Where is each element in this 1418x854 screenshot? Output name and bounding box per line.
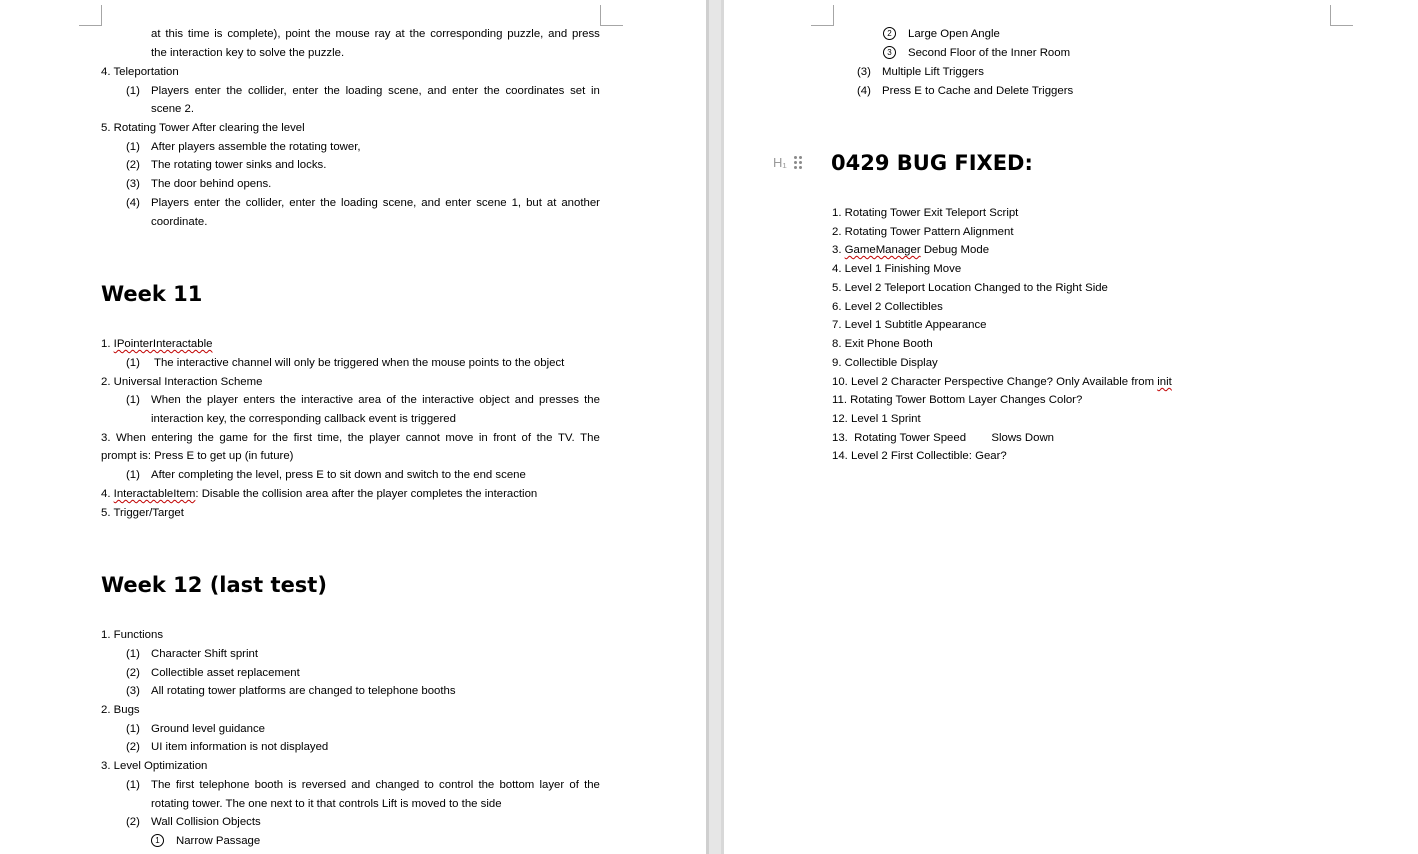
bug-list-item: 5. Level 2 Teleport Location Changed to the Right Side xyxy=(832,282,1108,294)
bug-list-item: 8. Exit Phone Booth xyxy=(832,338,933,350)
page-corner-mark xyxy=(600,5,623,26)
circled-number: 1 xyxy=(151,834,164,847)
list-item-text: After players assemble the rotating tower, xyxy=(151,141,361,153)
paragraph-line: Players enter the collider, enter the loading scene, and enter scene 1, but at another xyxy=(151,197,600,209)
list-item-text: All rotating tower platforms are changed to telephone booths xyxy=(151,685,456,697)
list-item: 2 Large Open Angle xyxy=(883,25,1000,44)
paragraph-line: 3. When entering the game for the first time, the player cannot move in front of the TV. The xyxy=(101,432,600,444)
page-shadow xyxy=(706,0,709,854)
section-heading: Week 11 xyxy=(101,282,203,306)
list-number: (2) xyxy=(126,816,140,828)
page-corner-mark xyxy=(1330,5,1353,26)
drag-handle-icon[interactable] xyxy=(794,156,804,170)
section-heading: Week 12 (last test) xyxy=(101,573,327,597)
list-item-text: Multiple Lift Triggers xyxy=(882,66,984,78)
list-item: 2. Bugs xyxy=(101,704,140,716)
list-item-text: Character Shift sprint xyxy=(151,648,258,660)
list-number: (1) xyxy=(126,469,140,481)
list-number: (1) xyxy=(126,779,140,791)
list-number: (4) xyxy=(857,85,871,97)
bug-list-item: 2. Rotating Tower Pattern Alignment xyxy=(832,226,1014,238)
bug-list-item: 3. GameManager Debug Mode xyxy=(832,244,990,256)
spellcheck-word[interactable]: init xyxy=(1157,376,1172,388)
heading-style-icon[interactable]: H₁ xyxy=(773,155,787,170)
list-item: 5. Rotating Tower After clearing the level xyxy=(101,122,305,134)
list-number: (3) xyxy=(857,66,871,78)
paragraph-line: the interaction key to solve the puzzle. xyxy=(151,47,345,59)
paragraph-line: interaction key, the corresponding callback event is triggered xyxy=(151,413,456,425)
list-item: 4. Teleportation xyxy=(101,66,179,78)
paragraph-line: at this time is complete), point the mouse ray at the corresponding puzzle, and press xyxy=(151,28,600,40)
list-number: (1) xyxy=(126,648,140,660)
list-item-text: Ground level guidance xyxy=(151,723,265,735)
bug-list-item: 12. Level 1 Sprint xyxy=(832,413,921,425)
bug-list-item: 10. Level 2 Character Perspective Change? Only Available from init xyxy=(832,376,1172,388)
list-number: (1) xyxy=(126,723,140,735)
spellcheck-word[interactable]: GameManager xyxy=(844,244,921,256)
list-item: 1 Narrow Passage xyxy=(151,832,260,851)
paragraph-line: Players enter the collider, enter the loading scene, and enter the coordinates set in xyxy=(151,85,600,97)
document-page-left xyxy=(0,0,706,854)
bug-list-item: 1. Rotating Tower Exit Teleport Script xyxy=(832,207,1019,219)
paragraph-line: coordinate. xyxy=(151,216,208,228)
list-number: (1) xyxy=(126,85,140,97)
list-item-text: Press E to Cache and Delete Triggers xyxy=(882,85,1074,97)
list-number: (4) xyxy=(126,197,140,209)
list-item-text: Collectible asset replacement xyxy=(151,667,300,679)
circled-number: 3 xyxy=(883,46,896,59)
list-number: (1) xyxy=(126,394,140,406)
list-item: 2. Universal Interaction Scheme xyxy=(101,376,263,388)
list-item-text: The interactive channel will only be triggered when the mouse points to the object xyxy=(154,357,565,369)
list-item: 5. Trigger/Target xyxy=(101,507,184,519)
bug-list-item: 11. Rotating Tower Bottom Layer Changes Color? xyxy=(832,394,1083,406)
spellcheck-word[interactable]: IPointerInteractable xyxy=(113,338,213,350)
list-number: (2) xyxy=(126,159,140,171)
bug-list-item: 4. Level 1 Finishing Move xyxy=(832,263,962,275)
list-item: 3 Second Floor of the Inner Room xyxy=(883,44,1070,63)
list-item: 4. InteractableItem: Disable the collision area after the player completes the interaction xyxy=(101,488,538,500)
bug-list-item: 7. Level 1 Subtitle Appearance xyxy=(832,319,987,331)
list-number: (3) xyxy=(126,178,140,190)
bug-list-item: 13. Rotating Tower Speed Slows Down xyxy=(832,432,1055,444)
paragraph-line: The first telephone booth is reversed and changed to control the bottom layer of the xyxy=(151,779,600,791)
list-item: 1. Functions xyxy=(101,629,164,641)
paragraph-line: scene 2. xyxy=(151,103,195,115)
circled-number: 2 xyxy=(883,27,896,40)
list-item: 3. Level Optimization xyxy=(101,760,208,772)
list-item-text: The door behind opens. xyxy=(151,178,272,190)
bug-list-item: 9. Collectible Display xyxy=(832,357,938,369)
paragraph-line: When the player enters the interactive area of the interactive object and presses the xyxy=(151,394,600,406)
page-corner-mark xyxy=(811,5,834,26)
list-item-text: After completing the level, press E to sit down and switch to the end scene xyxy=(151,469,526,481)
list-number: (3) xyxy=(126,685,140,697)
document-page-right xyxy=(724,0,1418,854)
bug-list-item: 6. Level 2 Collectibles xyxy=(832,301,943,313)
paragraph-line: rotating tower. The one next to it that controls Lift is moved to the side xyxy=(151,798,502,810)
list-number: (2) xyxy=(126,667,140,679)
paragraph-line: prompt is: Press E to get up (in future) xyxy=(101,450,294,462)
section-heading: 0429 BUG FIXED: xyxy=(831,151,1033,175)
list-number: (1) xyxy=(126,141,140,153)
list-item-text: Wall Collision Objects xyxy=(151,816,261,828)
list-item: 1. IPointerInteractable xyxy=(101,338,213,350)
list-item-text: UI item information is not displayed xyxy=(151,741,329,753)
list-number: (2) xyxy=(126,741,140,753)
page-corner-mark xyxy=(79,5,102,26)
list-number: (1) xyxy=(126,357,140,369)
list-item-text: The rotating tower sinks and locks. xyxy=(151,159,327,171)
bug-list-item: 14. Level 2 First Collectible: Gear? xyxy=(832,450,1007,462)
spellcheck-word[interactable]: InteractableItem xyxy=(113,488,196,500)
